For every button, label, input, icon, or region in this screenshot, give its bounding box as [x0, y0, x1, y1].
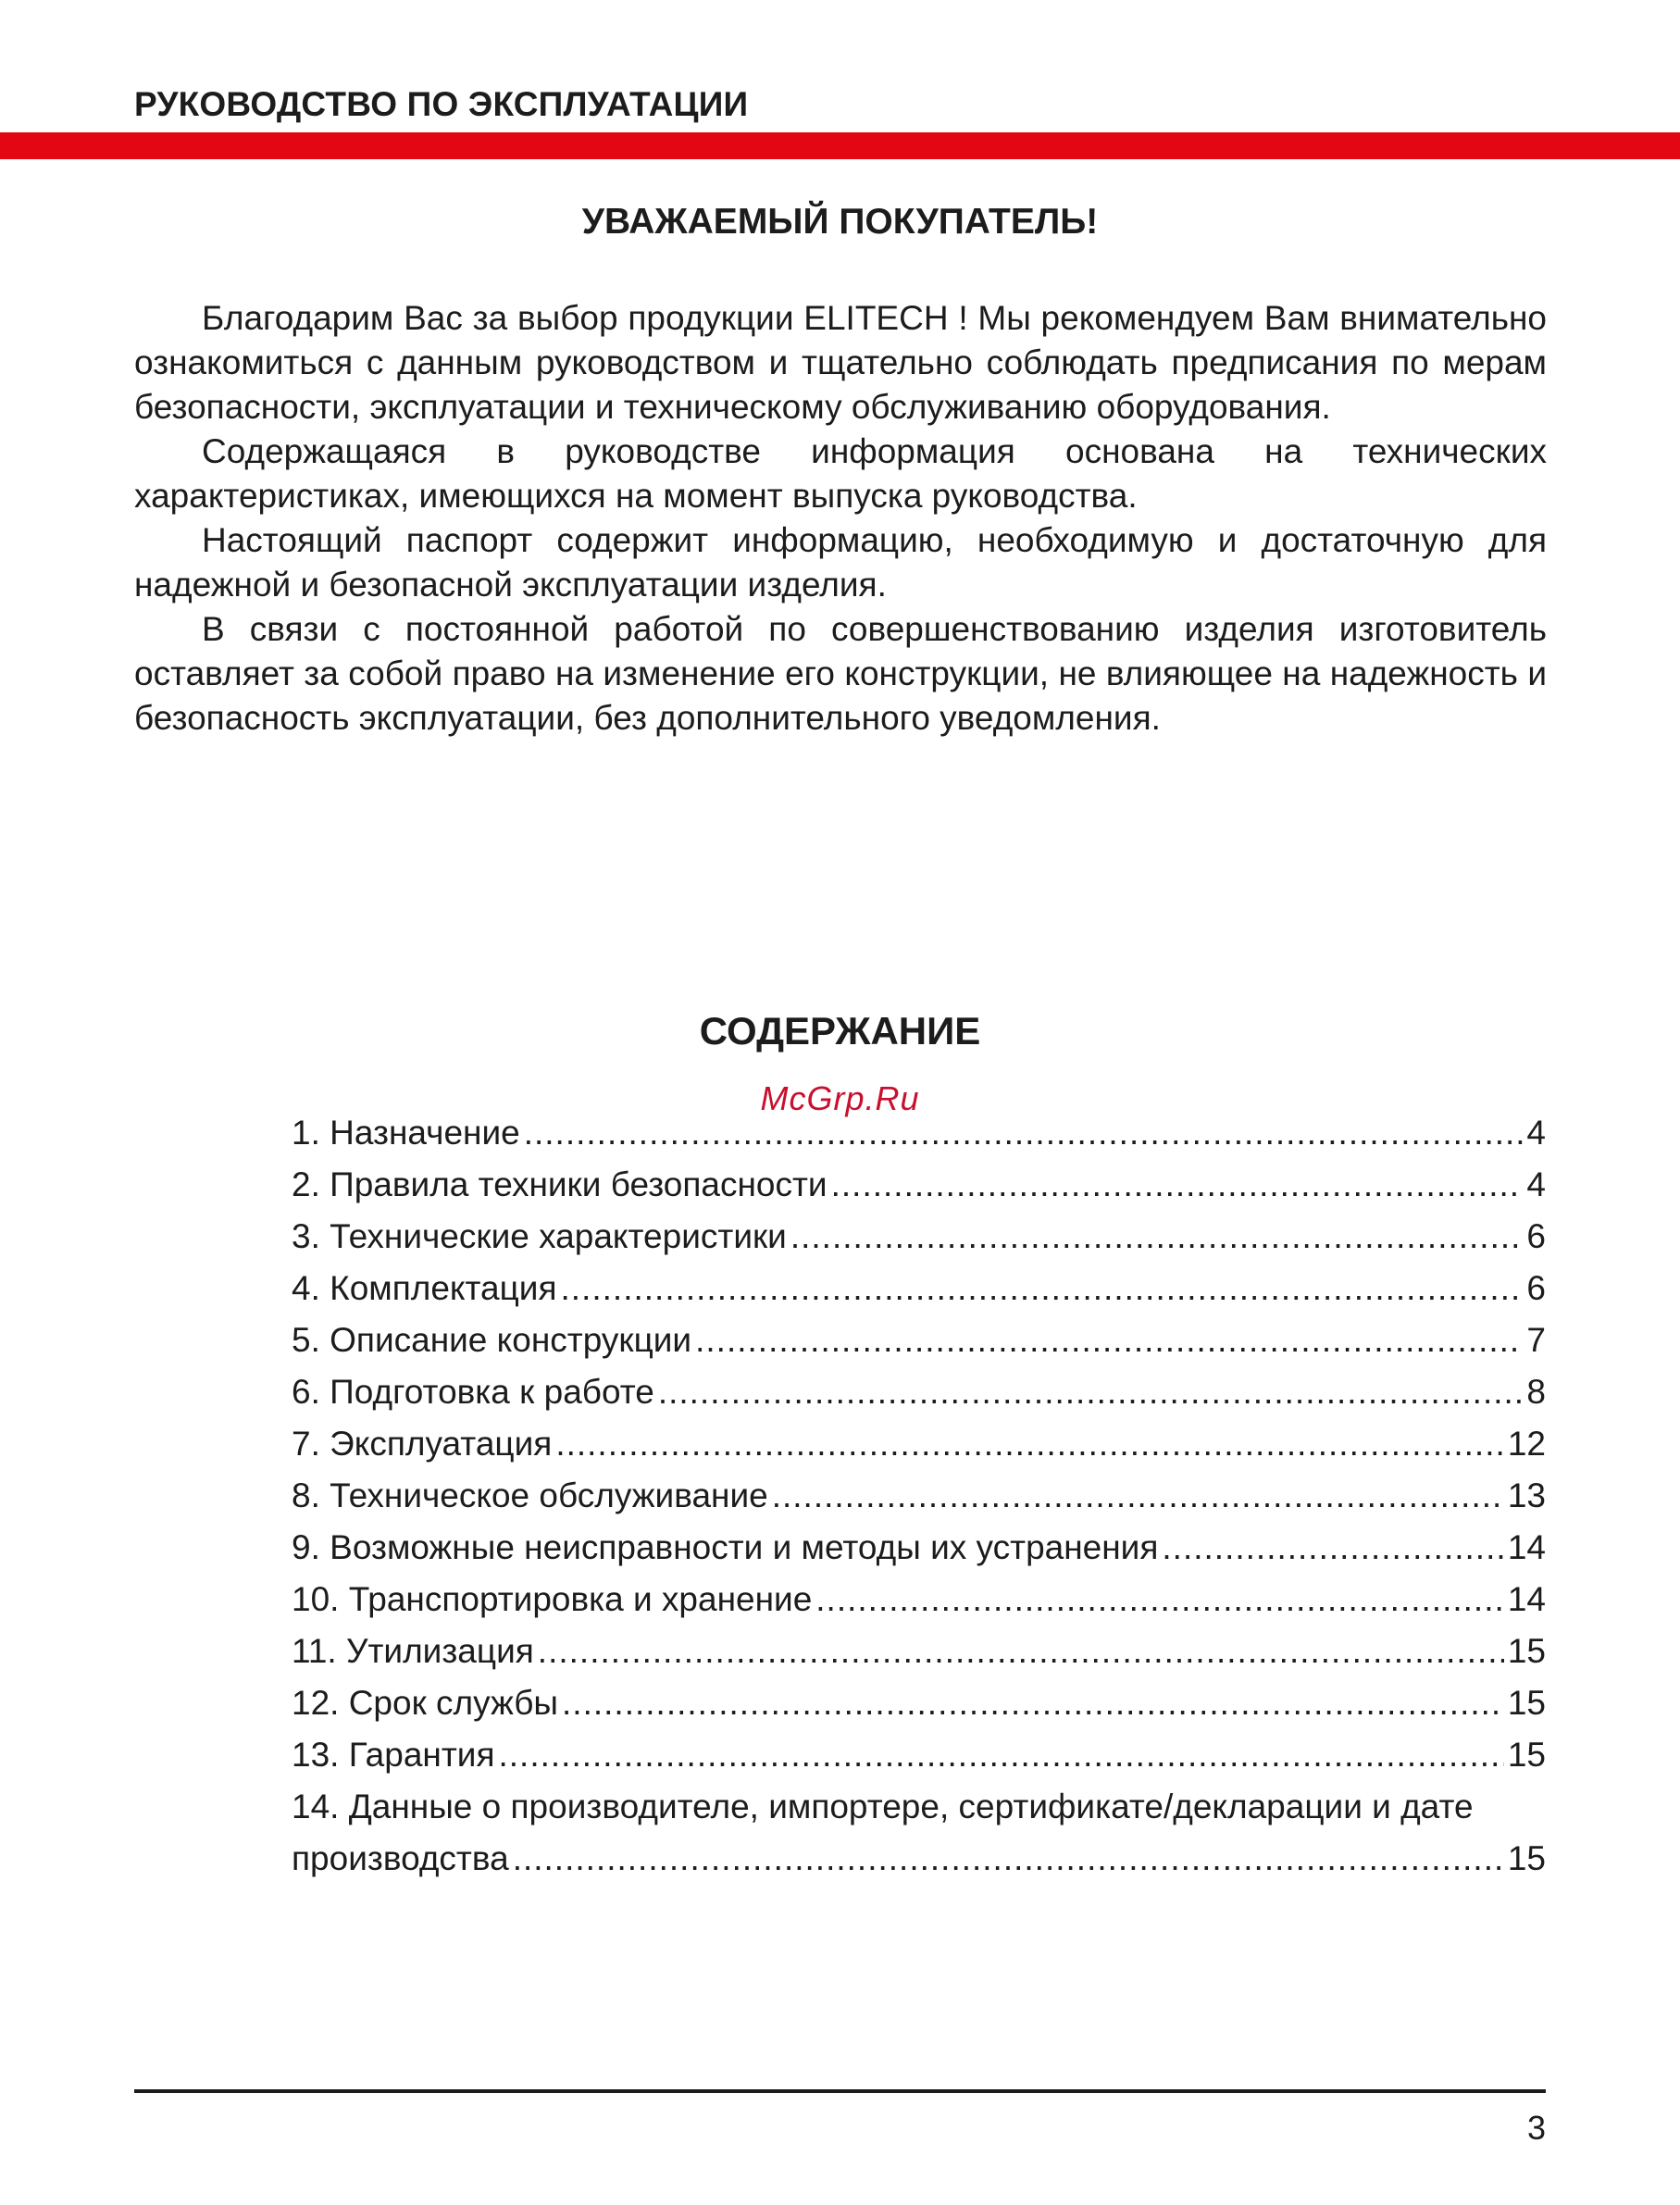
- footer-divider: [134, 2089, 1546, 2093]
- toc-leader-dots: [815, 1574, 1504, 1626]
- toc-item-text: 12. Срок службы: [292, 1684, 559, 1722]
- toc-item-text: 9. Возможные неисправности и методы их устранения: [292, 1528, 1159, 1566]
- toc-item-text: 5. Описание конструкции: [292, 1321, 692, 1359]
- intro-paragraph: Благодарим Вас за выбор продукции ELITECH ! Мы рекомендуем Вам внимательно ознакомиться с данным руководством и тщательно соблюдать предписания по мерам безопасности, эксплуатации и техническому обслуживанию оборудования.: [134, 299, 1547, 426]
- toc-page-number: 12: [1507, 1425, 1546, 1463]
- toc-item-text: 11. Утилизация: [292, 1632, 534, 1670]
- toc-leader-dots: [695, 1314, 1523, 1366]
- header-title: РУКОВОДСТВО ПО ЭКСПЛУАТАЦИИ: [134, 85, 749, 123]
- toc-page-number: 6: [1526, 1269, 1546, 1307]
- toc-page-number: 15: [1507, 1839, 1546, 1877]
- toc-leader-dots: [772, 1470, 1504, 1522]
- toc-page-number: 15: [1507, 1684, 1546, 1722]
- toc-item-text: 7. Эксплуатация: [292, 1425, 553, 1463]
- toc-page-number: 14: [1507, 1580, 1546, 1618]
- toc-page-number: 8: [1526, 1373, 1546, 1411]
- toc-item-text: 1. Назначение: [292, 1114, 520, 1152]
- watermark-text: McGrp.Ru: [760, 1079, 920, 1117]
- intro-text: [134, 296, 1547, 741]
- toc-item-text: 2. Правила техники безопасности: [292, 1165, 828, 1203]
- toc-title: СОДЕРЖАНИЕ: [699, 1009, 981, 1053]
- toc-leader-dots: [513, 1833, 1504, 1885]
- toc-item-12[interactable]: [292, 1677, 1546, 1729]
- toc-item-text: 10. Транспортировка и хранение: [292, 1580, 813, 1618]
- toc-item-10[interactable]: [292, 1574, 1546, 1626]
- page-number: 3: [1526, 2109, 1546, 2147]
- toc-item-4[interactable]: [292, 1263, 1546, 1314]
- toc-item-13[interactable]: [292, 1729, 1546, 1781]
- toc-page-number: 15: [1507, 1632, 1546, 1670]
- toc-item-1[interactable]: [292, 1107, 1546, 1159]
- header-red-bar: [0, 132, 1680, 159]
- toc-leader-dots: [524, 1107, 1524, 1159]
- toc-page-number: 15: [1507, 1736, 1546, 1774]
- toc-item-14[interactable]: [292, 1781, 1546, 1885]
- toc-page-number: 7: [1526, 1321, 1546, 1359]
- toc-leader-dots: [562, 1677, 1504, 1729]
- toc-item-text: 14. Данные о производителе, импортере, сертификате/декларации и дате: [292, 1788, 1474, 1825]
- intro-paragraph: В связи с постоянной работой по совершенствованию изделия изготовитель оставляет за собой право на изменение его конструкции, не влияющее на надежность и безопасность эксплуатации, без дополнительного уведомления.: [134, 610, 1547, 737]
- toc-page-number: 13: [1507, 1476, 1546, 1514]
- toc-item-2[interactable]: [292, 1159, 1546, 1211]
- intro-paragraph: Содержащаяся в руководстве информация основана на технических характеристиках, имеющихся на момент выпуска руководства.: [134, 432, 1547, 515]
- toc-page-number: 14: [1507, 1528, 1546, 1566]
- toc-leader-dots: [561, 1263, 1524, 1314]
- toc-item-9[interactable]: [292, 1522, 1546, 1574]
- toc-page-number: 4: [1526, 1165, 1546, 1203]
- toc-item-11[interactable]: [292, 1626, 1546, 1677]
- intro-paragraph: Настоящий паспорт содержит информацию, необходимую и достаточную для надежной и безопасной эксплуатации изделия.: [134, 521, 1547, 604]
- toc-item-text: 4. Комплектация: [292, 1269, 557, 1307]
- toc-leader-dots: [538, 1626, 1504, 1677]
- toc-leader-dots: [555, 1418, 1504, 1470]
- toc-page-number: 4: [1526, 1114, 1546, 1152]
- toc-item-text: 13. Гарантия: [292, 1736, 495, 1774]
- toc-item-text: 8. Техническое обслуживание: [292, 1476, 768, 1514]
- toc-item-text: производства: [292, 1839, 509, 1877]
- toc-leader-dots: [1162, 1522, 1503, 1574]
- toc-item-8[interactable]: [292, 1470, 1546, 1522]
- toc-item-3[interactable]: [292, 1211, 1546, 1263]
- toc-item-text: 3. Технические характеристики: [292, 1217, 787, 1255]
- toc-leader-dots: [831, 1159, 1524, 1211]
- toc-item-5[interactable]: [292, 1314, 1546, 1366]
- table-of-contents: [292, 1107, 1546, 1885]
- toc-item-text: 6. Подготовка к работе: [292, 1373, 654, 1411]
- toc-leader-dots: [790, 1211, 1524, 1263]
- toc-leader-dots: [499, 1729, 1504, 1781]
- toc-leader-dots: [658, 1366, 1524, 1418]
- toc-item-6[interactable]: [292, 1366, 1546, 1418]
- greeting-heading: УВАЖАЕМЫЙ ПОКУПАТЕЛЬ!: [581, 202, 1099, 242]
- toc-page-number: 6: [1526, 1217, 1546, 1255]
- toc-item-7[interactable]: [292, 1418, 1546, 1470]
